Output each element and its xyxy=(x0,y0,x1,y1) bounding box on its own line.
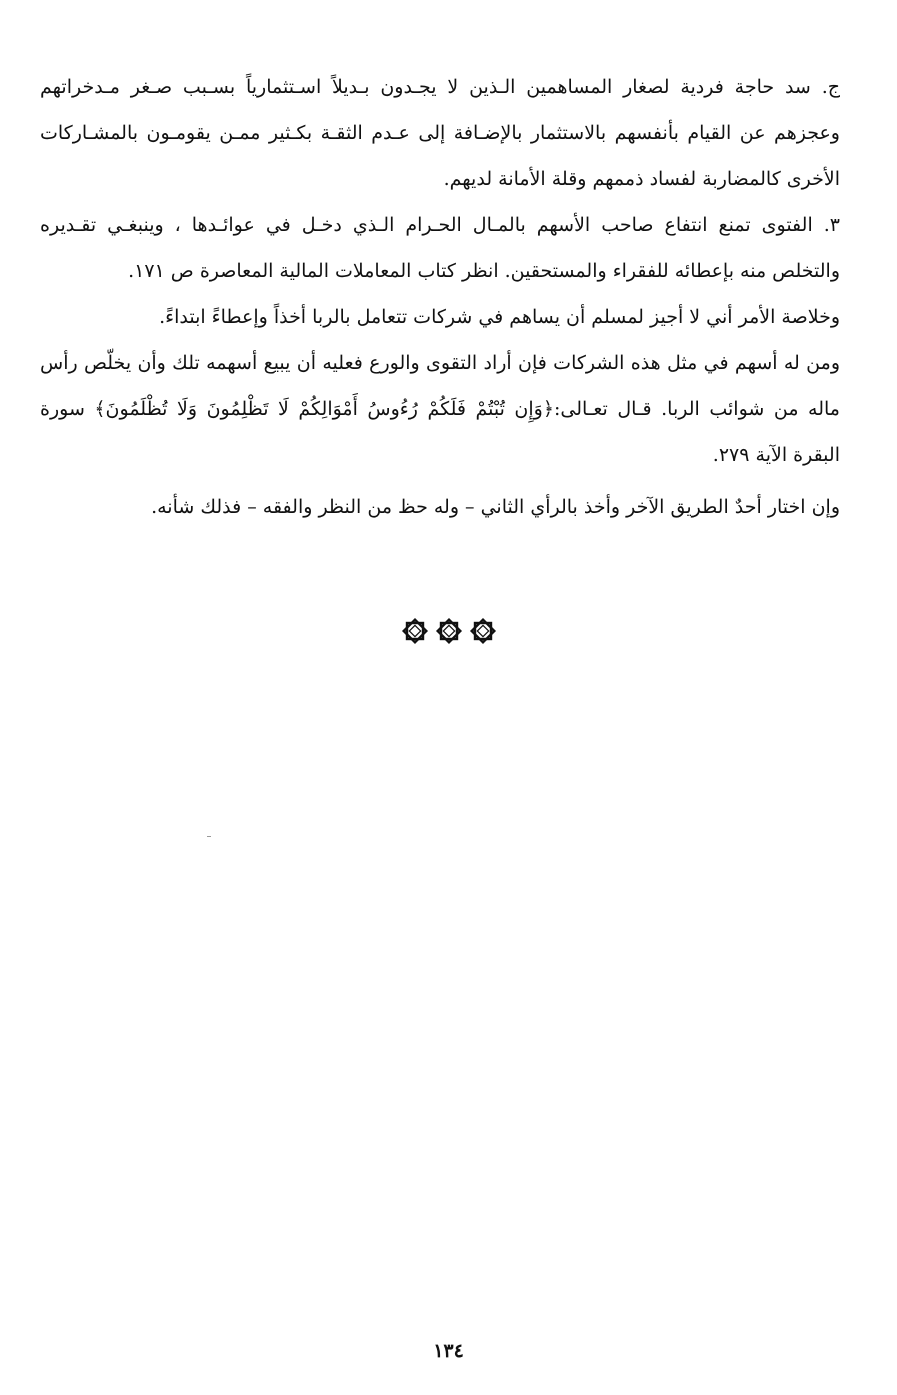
paragraph-piety xyxy=(40,340,840,478)
section-ornament xyxy=(0,616,897,646)
verse-reference: سورة البقرة الآية ٢٧٩. xyxy=(40,398,840,466)
body-text xyxy=(40,64,840,530)
paragraph-conclusion: وخلاصة الأمر أني لا أجيز لمسلم أن يساهم في شركات تتعامل بالربا أخذاً وإعطاءً ابتداءً. xyxy=(159,306,840,328)
paragraph-3: ٣. الفتوى تمنع انتفاع صاحب الأسهم بالمـال الحـرام الـذي دخـل في عوائـدها ، وينبغـي تقـديره والتخلص منه بإعطائه للفقراء والمستحقين. انظر كتاب المعاملات المالية المعاصرة ص ١٧١. xyxy=(40,214,840,282)
paragraph-c: ج. سد حاجة فردية لصغار المساهمين الـذين لا يجـدون بـديلاً اسـتثمارياً بسـبب صـغر مـدخراتهم وعجزهم عن القيام بأنفسهم بالاستثمار بالإضـافة إلى عـدم الثقـة بكـثير ممـن يقومـون بالمشـاركات الأخرى كالمضاربة لفساد ذممهم وقلة الأمانة لديهم. xyxy=(40,76,840,190)
paragraph-final: وإن اختار أحدٌ الطريق الآخر وأخذ بالرأي الثاني – وله حظ من النظر والفقه – فذلك شأنه. xyxy=(151,496,840,518)
eight-point-star-icon xyxy=(434,616,464,646)
quran-verse: ﴿وَإِن تُبْتُمْ فَلَكُمْ رُءُوسُ أَمْوَالِكُمْ لَا تَظْلِمُونَ وَلَا تُظْلَمُونَ﴾ xyxy=(94,398,554,420)
scan-speck xyxy=(207,836,211,837)
page-number: ١٣٤ xyxy=(433,1340,464,1362)
piety-text: ومن له أسهم في مثل هذه الشركات فإن أراد التقوى والورع فعليه أن يبيع أسهمه تلك وأن يخلّص رأس ماله من شوائب الربا. قـال تعـالى: xyxy=(40,352,840,420)
eight-point-star-icon xyxy=(400,616,430,646)
eight-point-star-icon xyxy=(468,616,498,646)
